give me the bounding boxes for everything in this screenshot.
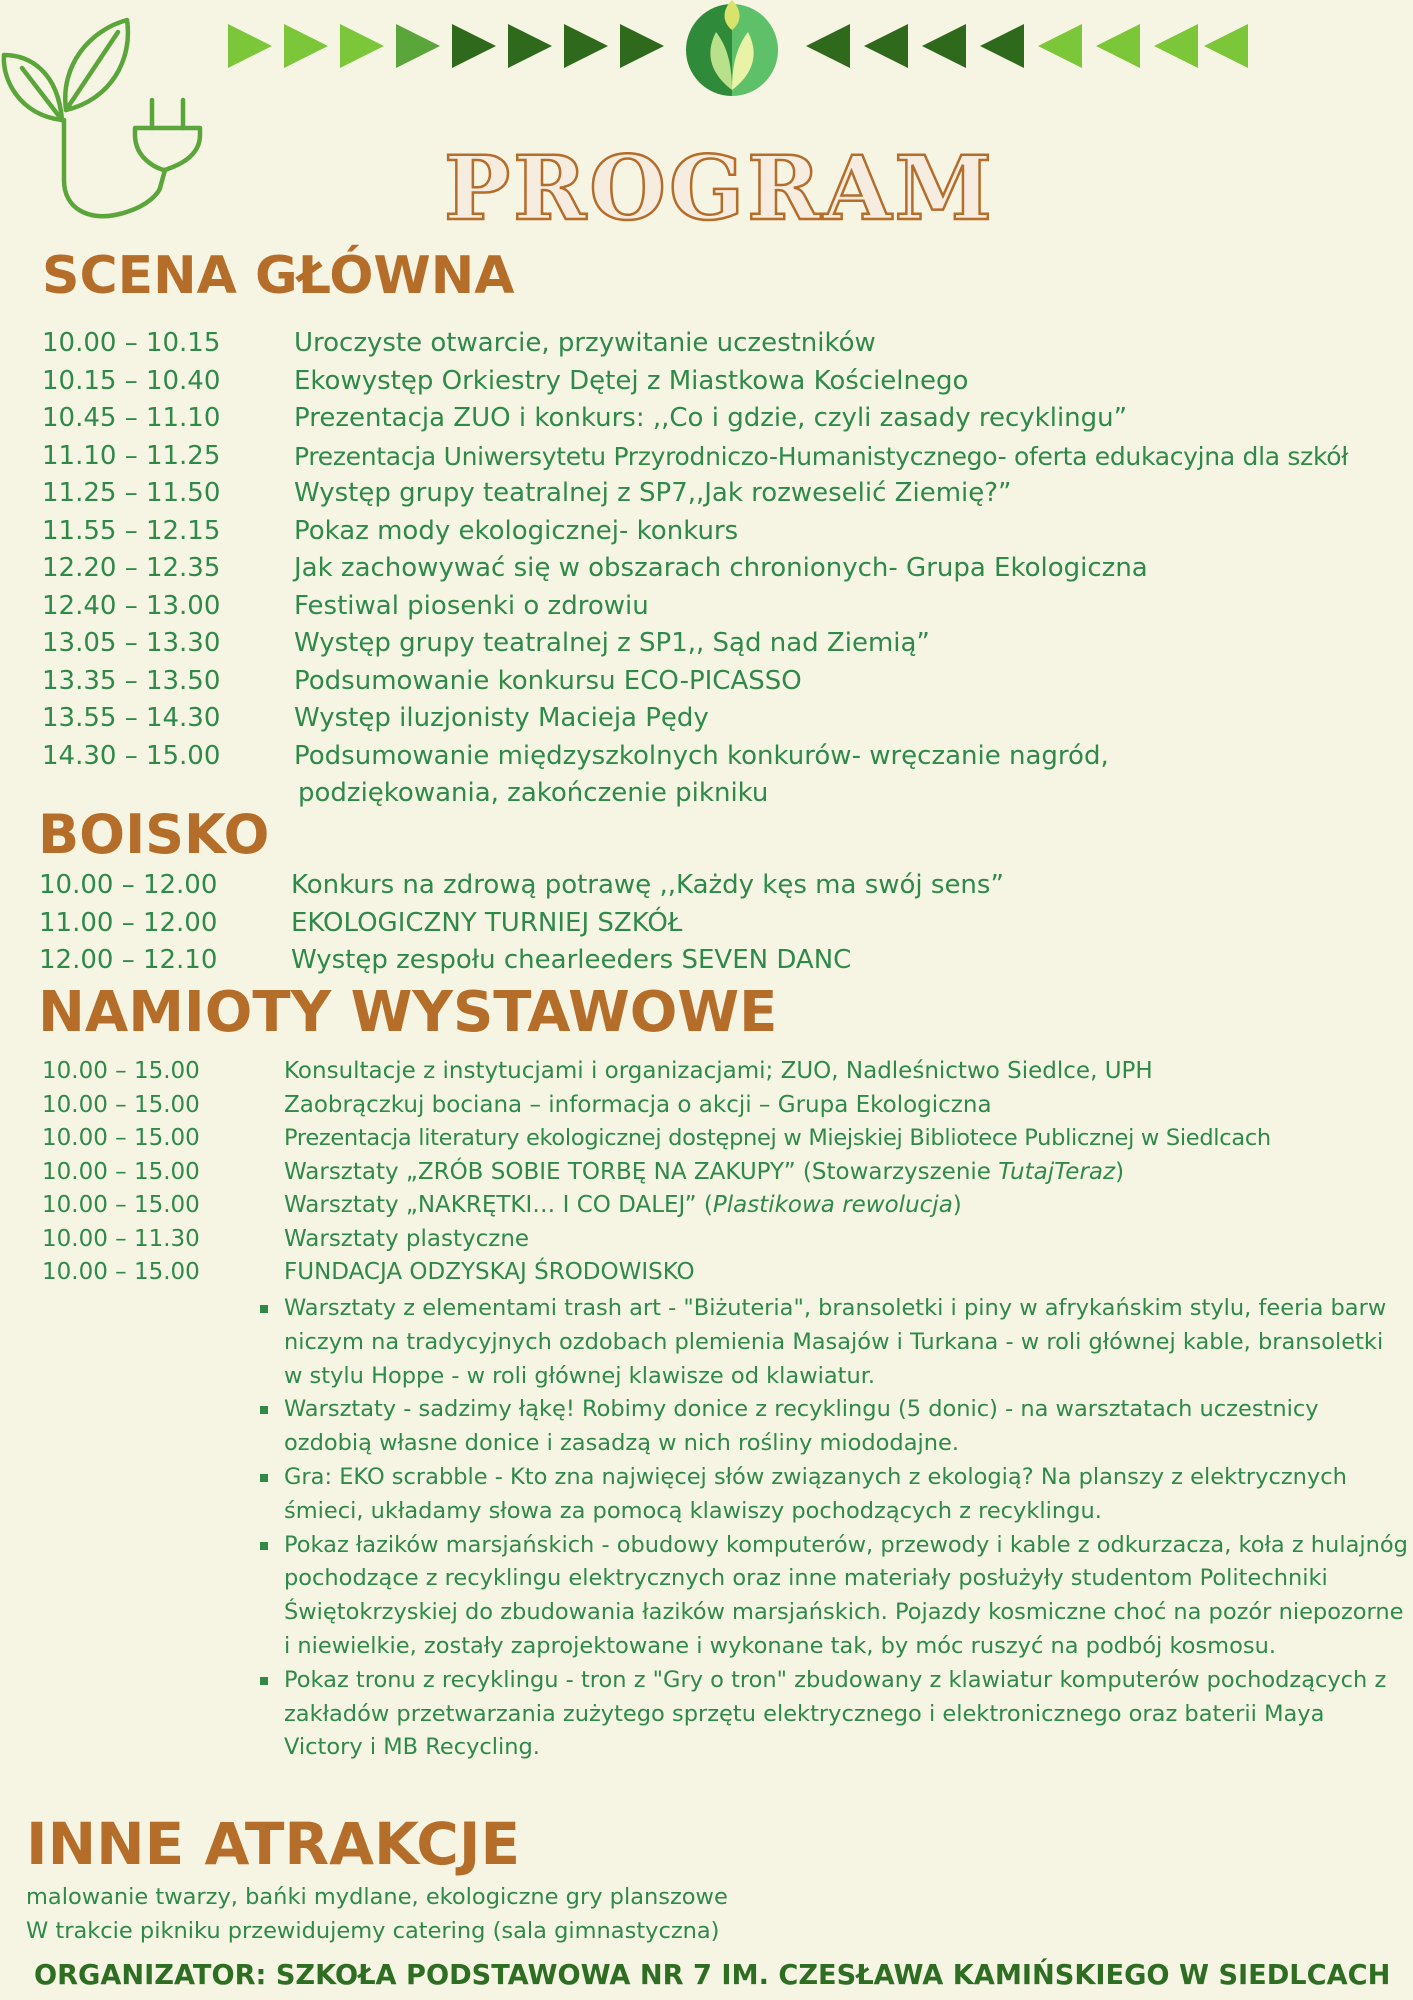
organization-name: TutajTeraz <box>998 1158 1116 1185</box>
event-description: Prezentacja literatury ekologicznej dostępnej w Miejskiej Bibliotece Publicznej w Siedlcach <box>284 1125 1271 1151</box>
triangle-arrow-icon <box>1038 24 1082 68</box>
right-arrows <box>228 24 664 68</box>
bullet-square-icon <box>260 1305 268 1313</box>
schedule-row <box>42 1055 1271 1089</box>
event-description: Ekowystęp Orkiestry Dętej z Miastkowa Kościelnego <box>294 365 969 396</box>
schedule-row <box>42 663 1348 701</box>
schedule-row <box>42 363 1348 401</box>
event-description: Występ grupy teatralnej z SP7,,Jak rozweselić Ziemię?” <box>294 478 1012 508</box>
triangle-arrow-icon <box>1096 24 1140 68</box>
time-range: 11.00 – 12.00 <box>39 907 218 938</box>
time-range: 10.00 – 15.00 <box>42 1125 200 1151</box>
schedule-row <box>42 1122 1271 1156</box>
attractions-line: malowanie twarzy, bańki mydlane, ekologiczne gry planszowe <box>26 1884 728 1910</box>
event-description: Występ grupy teatralnej z SP1,, Sąd nad Ziemią” <box>294 628 930 658</box>
triangle-arrow-icon <box>340 24 384 68</box>
event-description: Warsztaty „ZRÓB SOBIE TORBĘ NA ZAKUPY” (Stowarzyszenie <box>284 1158 999 1185</box>
schedule-row <box>42 1256 1271 1290</box>
plug-leaf-icon <box>0 10 210 225</box>
time-range: 10.00 – 15.00 <box>42 1058 200 1084</box>
event-description: Festiwal piosenki o zdrowiu <box>294 590 649 621</box>
time-range: 14.30 – 15.00 <box>42 740 221 771</box>
bullet-square-icon <box>260 1474 268 1482</box>
schedule-row <box>42 513 1348 551</box>
time-range: 10.00 – 11.30 <box>42 1225 200 1252</box>
event-description: podziękowania, zakończenie pikniku <box>298 778 769 808</box>
time-range: 13.35 – 13.50 <box>42 665 221 696</box>
section-title-scena: SCENA GŁÓWNA <box>42 246 515 306</box>
time-range: 13.05 – 13.30 <box>42 628 221 658</box>
event-description: Warsztaty „NAKRĘTKI… I CO DALEJ” ( <box>284 1192 713 1218</box>
event-description: Pokaz mody ekologicznej- konkurs <box>294 515 739 546</box>
schedule-row <box>39 942 1004 980</box>
event-description: Konsultacje z instytucjami i organizacjami; ZUO, Nadleśnictwo Siedlce, UPH <box>284 1058 1153 1084</box>
triangle-arrow-icon <box>508 24 552 68</box>
event-description: Jak zachowywać się w obszarach chronionych- Grupa Ekologiczna <box>294 553 1148 583</box>
schedule-row <box>39 905 1004 943</box>
fundacja-workshops-list <box>258 1292 1408 1765</box>
list-item <box>258 1529 1408 1664</box>
event-description: Podsumowanie międzyszkolnych konkurów- wręczanie nagród, <box>294 740 1109 771</box>
namioty-schedule <box>42 1055 1271 1290</box>
triangle-arrow-icon <box>864 24 908 68</box>
schedule-row <box>42 1089 1271 1123</box>
page-title: PROGRAM <box>444 136 995 240</box>
section-title-namioty: NAMIOTY WYSTAWOWE <box>38 980 778 1045</box>
list-item <box>258 1461 1408 1529</box>
time-range: 10.00 – 15.00 <box>42 1158 200 1185</box>
list-item <box>258 1664 1408 1765</box>
time-range: 10.15 – 10.40 <box>42 365 221 396</box>
event-description: Prezentacja ZUO i konkurs: ,,Co i gdzie, czyli zasady recyklingu” <box>294 403 1128 433</box>
schedule-row <box>42 625 1348 663</box>
triangle-arrow-icon <box>284 24 328 68</box>
list-item-text: Warsztaty - sadzimy łąkę! Robimy donice z recyklingu (5 donic) - na warsztatach uczestnicy ozdobią własne donice i zasadzą w nich rośliny miododajne. <box>284 1396 1319 1457</box>
schedule-row <box>42 400 1348 438</box>
schedule-row <box>42 475 1348 513</box>
schedule-row <box>42 1223 1271 1257</box>
schedule-row <box>42 700 1348 738</box>
leaf-logo-icon <box>682 0 782 100</box>
event-description: Warsztaty plastyczne <box>284 1225 530 1252</box>
time-range: 13.55 – 14.30 <box>42 703 221 733</box>
triangle-arrow-icon <box>564 24 608 68</box>
list-item-text: Pokaz łazików marsjańskich - obudowy komputerów, przewody i kable z odkurzacza, koła z hulajnóg pochodzące z recyklingu elektrycznych oraz inne materiały posłużyły studentom Politechniki Świętokrzyskiej do zbudowania łazików marsjańskich. Pojazdy kosmiczne choć na pozór niepozorne i niewielkie, zostały zaprojektowane i wykonane tak, by móc ruszyć na podbój kosmosu. <box>284 1531 1408 1659</box>
schedule-row <box>42 325 1348 363</box>
organization-name: Plastikowa rewolucja <box>712 1192 953 1218</box>
list-item-text: Gra: EKO scrabble - Kto zna najwięcej słów związanych z ekologią? Na planszy z elektrycznych śmieci, układamy słowa za pomocą klawiszy pochodzących z recyklingu. <box>284 1463 1347 1524</box>
catering-line: W trakcie pikniku przewidujemy catering (sala gimnastyczna) <box>26 1918 720 1944</box>
bullet-square-icon <box>260 1406 268 1414</box>
time-range: 10.45 – 11.10 <box>42 403 221 433</box>
list-item <box>258 1292 1408 1393</box>
event-description: Zaobrączkuj bociana – informacja o akcji – Grupa Ekologiczna <box>284 1091 992 1118</box>
triangle-arrow-icon <box>806 24 850 68</box>
schedule-row <box>42 550 1348 588</box>
schedule-row <box>42 438 1348 476</box>
triangle-arrow-icon <box>1204 24 1248 68</box>
scena-schedule <box>42 325 1348 813</box>
closing-paren: ) <box>952 1192 962 1218</box>
closing-paren: ) <box>1115 1158 1125 1185</box>
time-range: 11.55 – 12.15 <box>42 515 221 546</box>
list-item-text: Warsztaty z elementami trash art - "Biżuteria", bransoletki i piny w afrykańskim stylu, feeria barw niczym na tradycyjnych ozdobach plemienia Masajów i Turkana - w roli głównej kable, bransoletki w stylu Hoppe - w roli głównej klawisze od klawiatur. <box>284 1295 1387 1389</box>
list-item <box>258 1393 1408 1461</box>
bullet-square-icon <box>260 1542 268 1550</box>
triangle-arrow-icon <box>452 24 496 68</box>
schedule-row <box>39 867 1004 905</box>
boisko-schedule <box>39 867 1004 980</box>
schedule-row <box>42 588 1348 626</box>
time-range: 12.20 – 12.35 <box>42 553 221 583</box>
time-range: 10.00 – 15.00 <box>42 1192 200 1218</box>
triangle-arrow-icon <box>980 24 1024 68</box>
event-description: Występ zespołu chearleeders SEVEN DANC <box>291 945 852 975</box>
other-attractions <box>26 1880 728 1948</box>
time-range: 10.00 – 15.00 <box>42 1259 200 1285</box>
schedule-row <box>42 738 1348 776</box>
time-range: 12.00 – 12.10 <box>39 945 218 975</box>
time-range: 10.00 – 10.15 <box>42 328 221 358</box>
triangle-arrow-icon <box>228 24 272 68</box>
event-description: FUNDACJA ODZYSKAJ ŚRODOWISKO <box>284 1259 695 1285</box>
organizer-footer: ORGANIZATOR: SZKOŁA PODSTAWOWA NR 7 IM. CZESŁAWA KAMIŃSKIEGO W SIEDLCACH <box>34 1960 1391 1991</box>
triangle-arrow-icon <box>620 24 664 68</box>
time-range: 11.10 – 11.25 <box>42 440 221 471</box>
event-description: Prezentacja Uniwersytetu Przyrodniczo-Humanistycznego- oferta edukacyjna dla szkół <box>294 441 1349 471</box>
schedule-row <box>42 1189 1271 1223</box>
event-description: Podsumowanie konkursu ECO-PICASSO <box>294 665 802 696</box>
time-range: 10.00 – 12.00 <box>39 870 218 900</box>
bullet-square-icon <box>260 1677 268 1685</box>
event-description: Uroczyste otwarcie, przywitanie uczestników <box>294 328 876 358</box>
event-description: Występ iluzjonisty Macieja Pędy <box>294 703 709 733</box>
list-item-text: Pokaz tronu z recyklingu - tron z "Gry o tron" zbudowany z klawiatur komputerów pochodzących z zakładów przetwarzania zużytego sprzętu elektrycznego i elektronicznego oraz baterii Maya Victory i MB Recycling. <box>284 1666 1387 1761</box>
time-range: 11.25 – 11.50 <box>42 478 221 508</box>
event-description: Konkurs na zdrową potrawę ,,Każdy kęs ma swój sens” <box>291 870 1004 900</box>
triangle-arrow-icon <box>396 24 440 68</box>
section-title-boisko: BOISKO <box>38 803 270 866</box>
triangle-arrow-icon <box>1154 24 1198 68</box>
time-range: 10.00 – 15.00 <box>42 1091 200 1118</box>
left-arrows <box>806 24 1248 68</box>
section-title-inne: INNE ATRAKCJE <box>26 1810 521 1878</box>
time-range: 12.40 – 13.00 <box>42 590 221 621</box>
triangle-arrow-icon <box>922 24 966 68</box>
event-description: EKOLOGICZNY TURNIEJ SZKÓŁ <box>291 907 683 938</box>
schedule-row <box>42 1156 1271 1190</box>
